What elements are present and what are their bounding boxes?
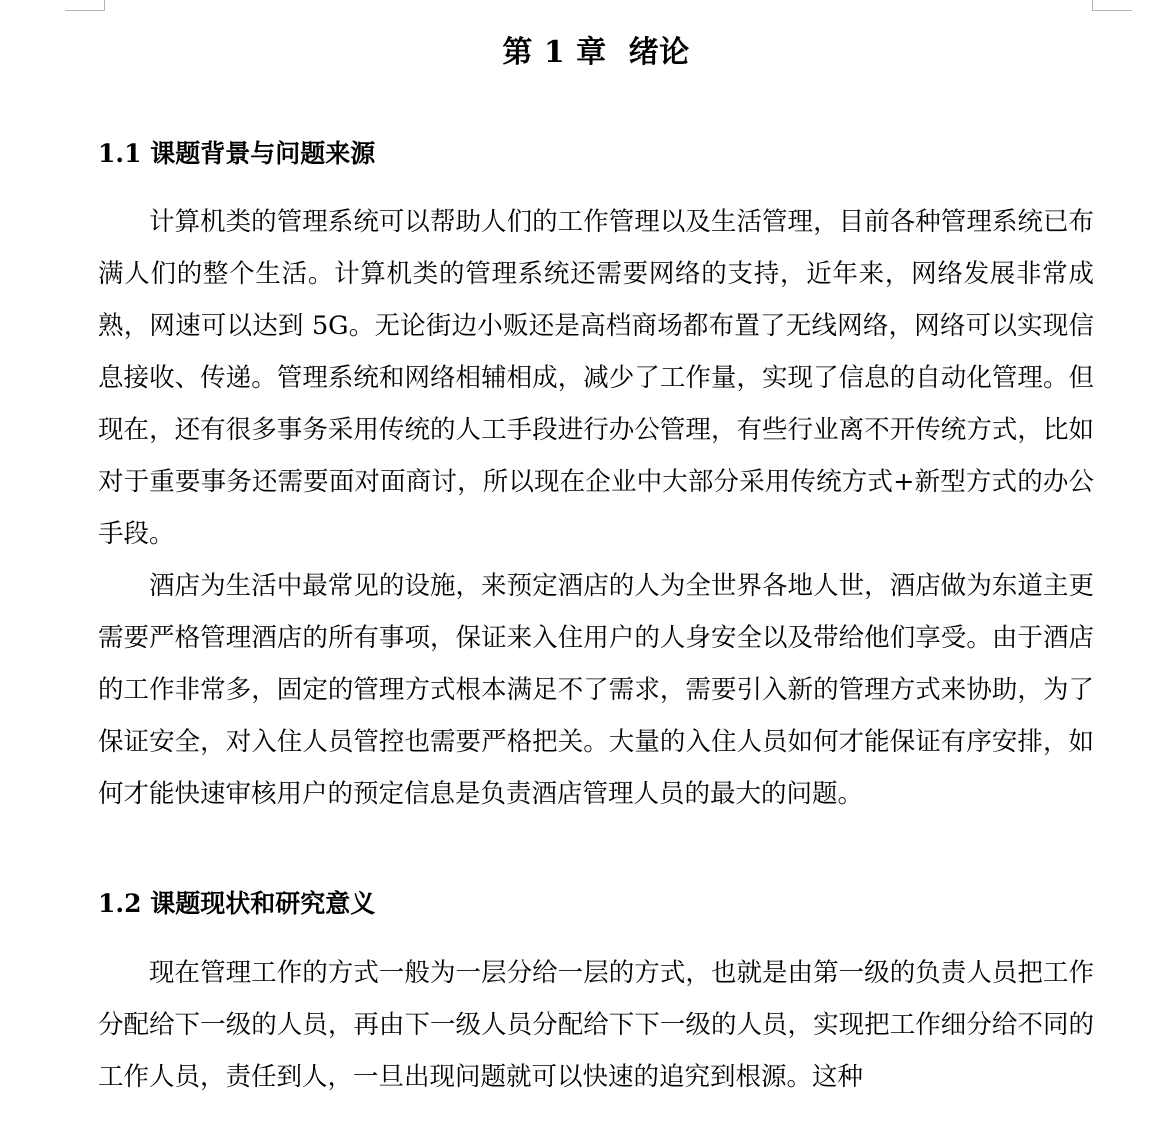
section-heading-1-2: 1.2 课题现状和研究意义 (98, 889, 376, 919)
paragraph-1-1-2: 酒店为生活中最常见的设施，来预定酒店的人为全世界各地人世，酒店做为东道主更需要严格管理酒店的所有事项，保证来入住用户的人身安全以及带给他们享受。由于酒店的工作非常多，固定的管理方式根本满足不了需求，需要引入新的管理方式来协助，为了保证安全，对入住人员管控也需要严格把关。大量的入住人员如何才能保证有序安排，如何才能快速审核用户的预定信息是负责酒店管理人员的最大的问题。 (98, 571, 1094, 810)
section-heading-1-1: 1.1 课题背景与问题来源 (98, 139, 376, 169)
margin-corner-horizontal-rule (1092, 10, 1132, 11)
chapter-title: 第 1 章 绪论 (502, 35, 690, 71)
margin-corner-mark-top-right (1092, 0, 1132, 12)
document-text-column (98, 0, 1094, 1103)
paragraph-1-1-1: 计算机类的管理系统可以帮助人们的工作管理以及生活管理，目前各种管理系统已布满人们的整个生活。计算机类的管理系统还需要网络的支持，近年来，网络发展非常成熟，网速可以达到 5G。无论街边小贩还是高档商场都布置了无线网络，网络可以实现信息接收、传递。管理系统和网络相辅相成，减少了工作量，实现了信息的自动化管理。但现在，还有很多事务采用传统的人工手段进行办公管理，有些行业离不开传统方式，比如对于重要事务还需要面对面商讨，所以现在企业中大部分采用传统方式+新型方式的办公手段。 (98, 207, 1094, 550)
paragraph-1-2-1: 现在管理工作的方式一般为一层分给一层的方式，也就是由第一级的负责人员把工作分配给下一级的人员，再由下一级人员分配给下下一级的人员，实现把工作细分给不同的工作人员，责任到人，一旦出现问题就可以快速的追究到根源。这种 (98, 958, 1094, 1093)
